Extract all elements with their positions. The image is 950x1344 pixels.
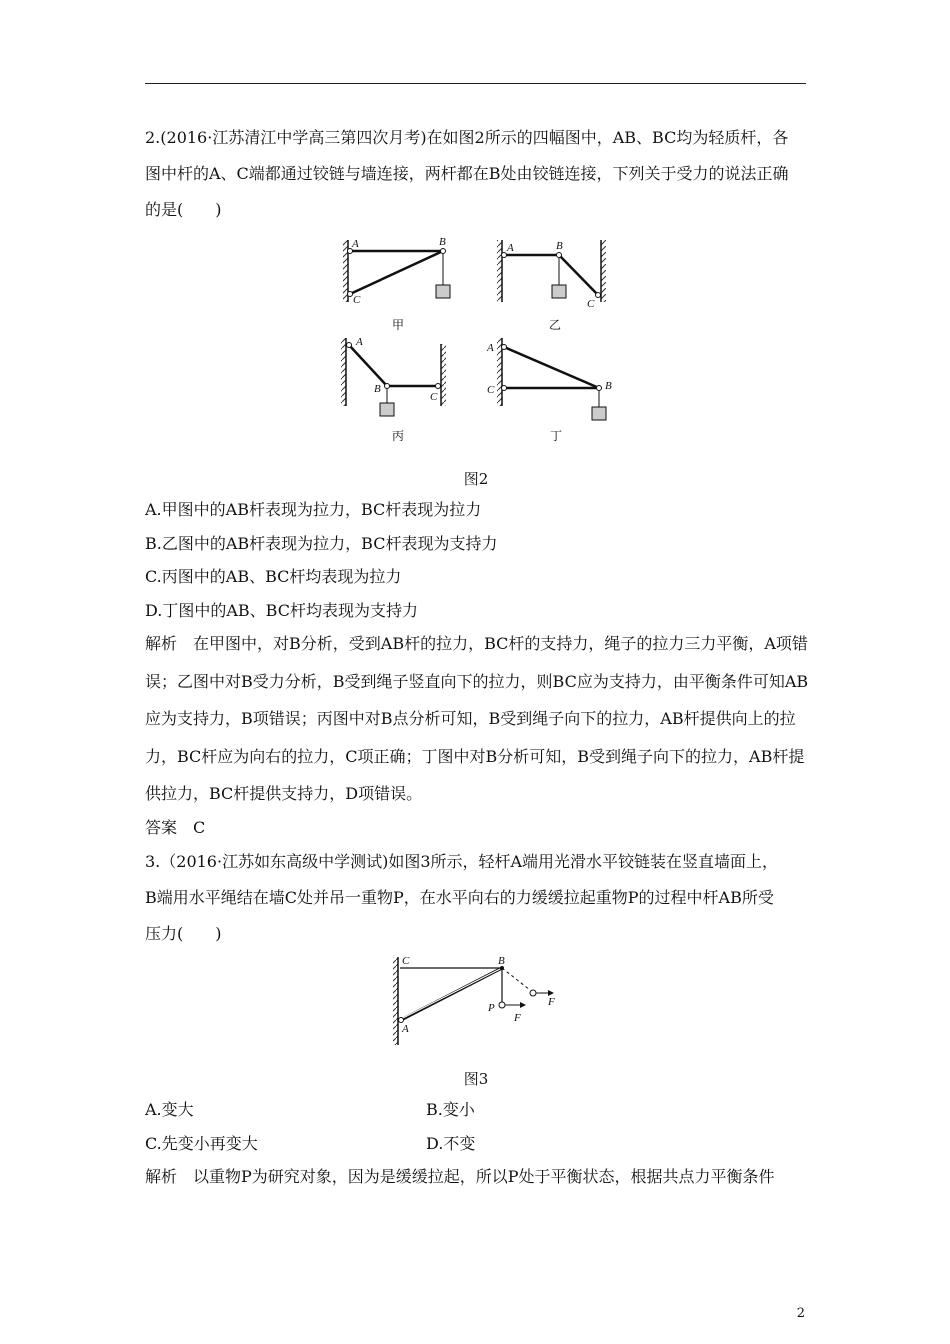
jia-label-c: C <box>353 294 361 306</box>
fig3-label-p: P <box>488 1002 495 1014</box>
q2-analysis-line-5: 供拉力，BC杆提供支持力，D项错误。 <box>145 784 423 803</box>
jia-label-a: A <box>352 238 359 250</box>
q3-stem-line-3: 压力( ) <box>145 924 222 943</box>
fig3-label-f1: F <box>514 1012 521 1024</box>
q3-stem-line-1: 3.（2016·江苏如东高级中学测试)如图3所示，轻杆A端用光滑水平铰链装在竖直墙面上， <box>145 852 779 871</box>
yi-label-c: C <box>587 298 595 310</box>
yi-label-a: A <box>507 242 514 254</box>
fig3-label-f2: F <box>548 996 555 1008</box>
figure-3-diagram <box>393 955 555 1045</box>
q2-option-b: B.乙图中的AB杆表现为拉力，BC杆表现为支持力 <box>145 534 498 553</box>
figure-2-caption: 图2 <box>463 470 489 488</box>
q2-option-a: A.甲图中的AB杆表现为拉力，BC杆表现为拉力 <box>145 500 482 519</box>
q3-option-c: C.先变小再变大 <box>145 1134 258 1153</box>
fig3-label-c: C <box>402 955 410 967</box>
q2-analysis-line-2: 误；乙图中对B受力分析，B受到绳子竖直向下的拉力，则BC应为支持力，由平衡条件可知AB <box>145 672 809 691</box>
ding-label-b: B <box>605 380 612 392</box>
diagram-yi <box>497 240 606 332</box>
bing-label-b: B <box>374 383 381 395</box>
ding-caption: 丁 <box>550 429 563 443</box>
bing-label-a: A <box>356 336 363 348</box>
fig3-label-a: A <box>402 1023 409 1035</box>
ding-label-a: A <box>487 342 494 354</box>
q2-analysis-line-1: 解析 在甲图中，对B分析，受到AB杆的拉力，BC杆的支持力，绳子的拉力三力平衡，A项错 <box>145 634 808 653</box>
q2-stem-line-2: 图中杆的A、C端都通过铰链与墙连接，两杆都在B处由铰链连接，下列关于受力的说法正确 <box>145 164 789 183</box>
q2-answer: 答案 C <box>145 818 206 837</box>
q3-option-b: B.变小 <box>426 1100 475 1119</box>
yi-label-b: B <box>556 240 563 252</box>
q2-stem-line-3: 的是( ) <box>145 200 222 219</box>
figure-3-caption: 图3 <box>463 1070 489 1088</box>
ding-label-c: C <box>487 384 495 396</box>
q3-stem-line-2: B端用水平绳结在墙C处并吊一重物P，在水平向右的力缓缓拉起重物P的过程中杆AB所受 <box>145 888 774 907</box>
fig3-label-b: B <box>498 955 505 967</box>
q3-option-a: A.变大 <box>145 1100 194 1119</box>
jia-label-b: B <box>439 236 446 248</box>
diagram-jia <box>343 236 450 332</box>
bing-caption: 丙 <box>392 429 405 443</box>
page-number: 2 <box>796 1306 805 1321</box>
q3-analysis-line-1: 解析 以重物P为研究对象，因为是缓缓拉起，所以P处于平衡状态，根据共点力平衡条件 <box>145 1167 775 1186</box>
q2-stem-line-1: 2.(2016·江苏清江中学高三第四次月考)在如图2所示的四幅图中，AB、BC均为轻质杆，各 <box>145 128 789 147</box>
q3-option-d: D.不变 <box>426 1134 476 1153</box>
bing-label-c: C <box>430 391 438 403</box>
q2-option-d: D.丁图中的AB、BC杆均表现为支持力 <box>145 601 418 620</box>
q2-analysis-line-4: 力，BC杆应为向右的拉力，C项正确；丁图中对B分析可知，B受到绳子向下的拉力，AB杆提 <box>145 747 805 766</box>
diagram-bing <box>341 336 446 443</box>
q2-option-c: C.丙图中的AB、BC杆均表现为拉力 <box>145 567 402 586</box>
yi-caption: 乙 <box>549 318 562 332</box>
jia-caption: 甲 <box>392 318 405 332</box>
q2-analysis-line-3: 应为支持力，B项错误；丙图中对B点分析可知，B受到绳子向下的拉力，AB杆提供向上的拉 <box>145 709 796 728</box>
diagram-ding <box>486 338 612 443</box>
